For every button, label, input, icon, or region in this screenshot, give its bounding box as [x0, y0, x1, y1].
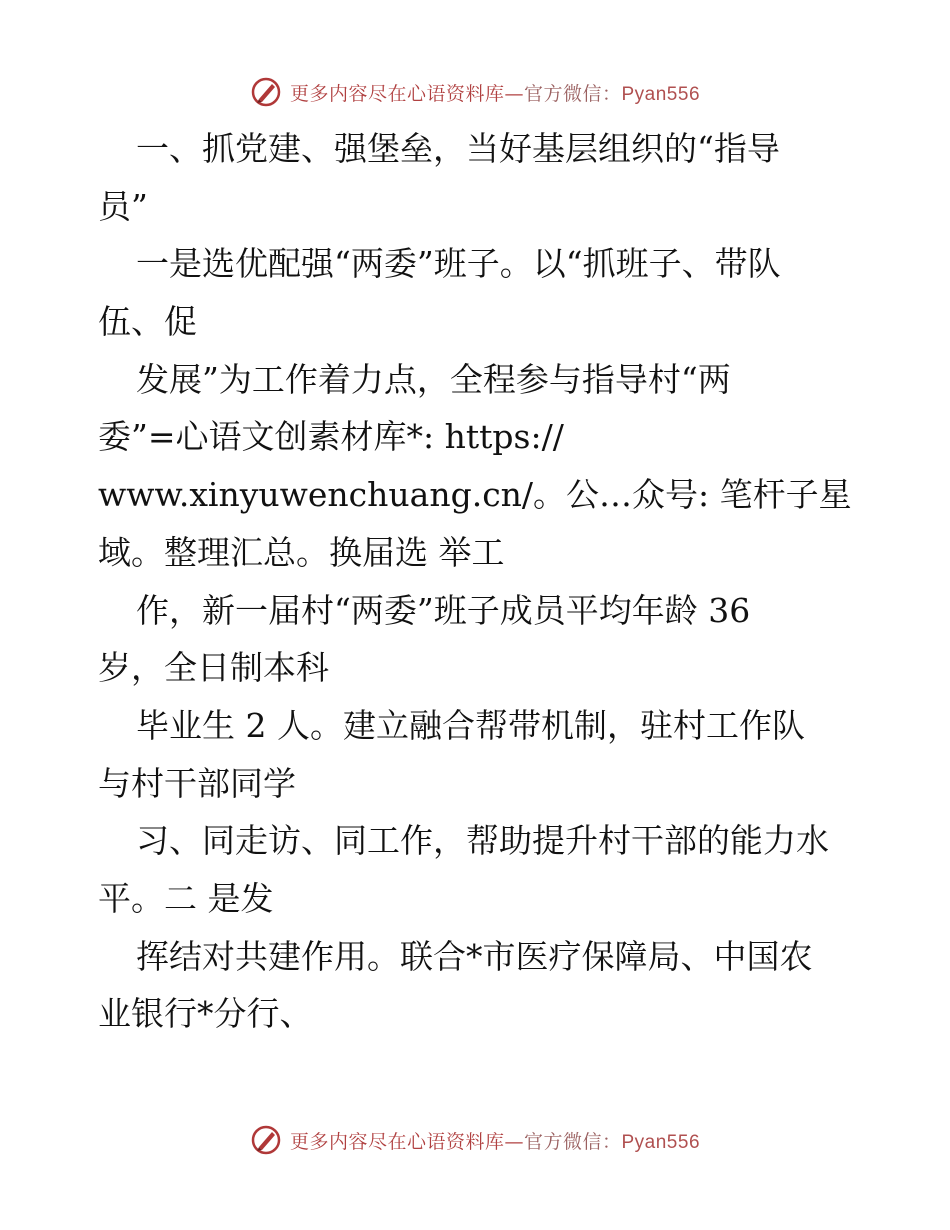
body-line: 平。二 是发	[98, 878, 274, 918]
footer-watermark-text	[290, 1127, 700, 1154]
body-line: 发展”为工作着力点，全程参与指导村“两	[136, 359, 731, 399]
header-wechat-id: Pyan556	[621, 83, 701, 105]
body-line: 挥结对共建作用。联合*市医疗保障局、中国农	[136, 936, 813, 976]
body-line: 员”	[98, 186, 148, 226]
body-line: 与村干部同学	[98, 763, 296, 803]
footer-watermark-banner	[0, 1120, 950, 1160]
body-line: www.xinyuwenchuang.cn/。公…众号: 笔杆子星	[98, 475, 852, 515]
body-line: 毕业生 2 人。建立融合帮带机制，驻村工作队	[136, 705, 805, 745]
body-line: 域。整理汇总。换届选 举工	[98, 532, 505, 572]
pen-logo-icon	[250, 1124, 282, 1156]
body-line: 一是选优配强“两委”班子。以“抓班子、带队	[136, 244, 781, 284]
footer-dash: —	[504, 1130, 524, 1153]
body-line: 伍、促	[98, 302, 197, 342]
body-line: 作，新一届村“两委”班子成员平均年龄 36	[136, 590, 751, 630]
footer-wechat-label: 官方微信：	[523, 1130, 622, 1153]
header-watermark-banner	[0, 72, 950, 112]
body-line: 业银行*分行、	[98, 994, 313, 1034]
body-line: 一、抓党建、强堡垒，当好基层组织的“指导	[136, 129, 780, 168]
header-dash: —	[504, 82, 524, 105]
pen-logo-icon	[250, 76, 282, 108]
body-line: 习、同走访、同工作，帮助提升村干部的能力水	[136, 821, 829, 861]
document-body	[98, 120, 868, 1043]
body-line: 委”=心语文创素材库*: https://	[98, 417, 564, 457]
footer-site-text: 更多内容尽在心语资料库	[289, 1130, 505, 1153]
header-watermark-text	[290, 79, 700, 106]
header-wechat-label: 官方微信：	[523, 82, 622, 105]
header-site-text: 更多内容尽在心语资料库	[289, 82, 505, 105]
body-line: 岁，全日制本科	[98, 648, 329, 688]
footer-wechat-id: Pyan556	[621, 1131, 701, 1153]
